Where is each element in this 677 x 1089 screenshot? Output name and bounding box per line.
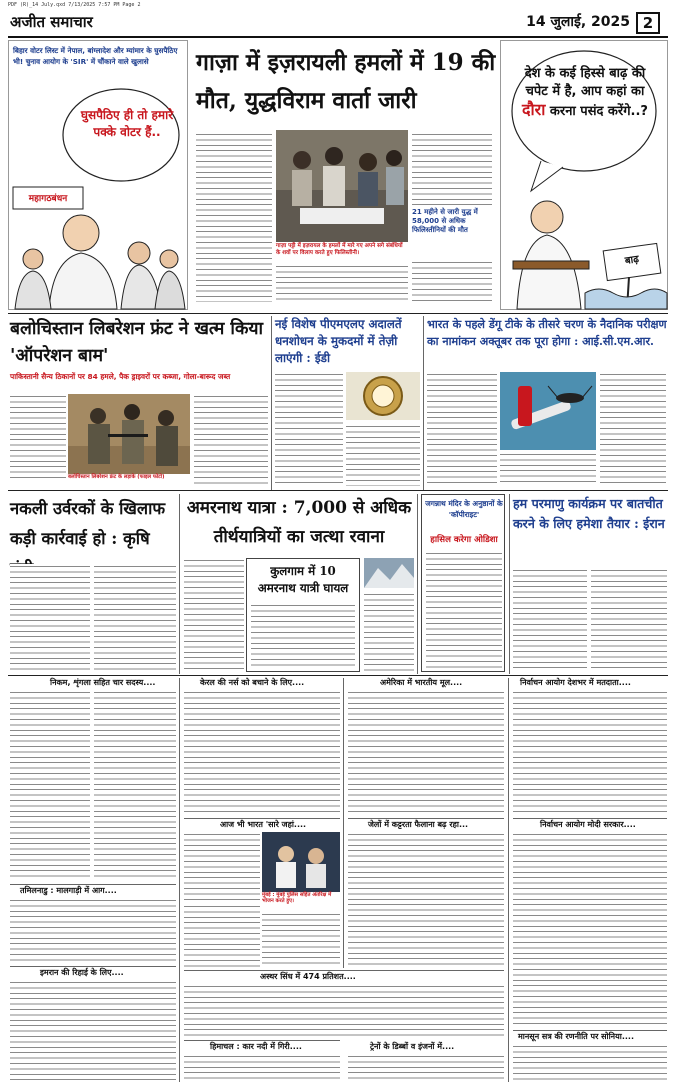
continuation-title: अमेरिका में भारतीय मूल.... <box>380 678 463 687</box>
continuation-title: निर्वाचन आयोग मोदी सरकार.... <box>540 820 636 829</box>
baloch-photo-caption: बलोचिस्तान लिबरेशन फ्रंट के लड़ाके (फाइल फोटो) <box>68 474 165 480</box>
lead-body-col-3 <box>412 132 492 206</box>
odisha-kicker: जगन्नाथ मंदिर के अनुष्ठानों के 'कॉपीराइट' <box>425 499 503 519</box>
iran-body-col-1 <box>513 568 587 672</box>
amarnath-body-col-2 <box>364 592 414 672</box>
courts-headline: नई विशेष पीएमएलए अदालतें धनशोधन के मुकदमों में तेज़ी लाएंगी : ईडी <box>275 317 402 365</box>
amarnath-headline: अमरनाथ यात्रा : 7,000 से अधिक तीर्थयात्रियों का जत्था रवाना <box>186 498 412 547</box>
col-divider-2 <box>423 316 424 490</box>
continuation-title: जेलों में कट्टरता फैलाना बढ़ रहा... <box>368 820 469 829</box>
cartoon-right-bubble: देश के कई हिस्से बाढ़ की चपेट में है, आप कहां का दौरा करना पसंद करेंगे..? <box>522 66 648 119</box>
continuation-body <box>94 690 176 880</box>
lead-headline: गाज़ा में इज़रायली हमलों में 19 की मौत, युद्धविराम वार्ता जारी <box>196 49 496 114</box>
continuation-body <box>262 912 340 968</box>
continuation-body <box>513 832 667 1028</box>
continuation-body <box>184 1054 340 1082</box>
col-divider-4 <box>417 494 418 674</box>
cartoon-left <box>8 40 188 310</box>
continuation-title: मानसून सत्र की रणनीति पर सोनिया.... <box>518 1032 634 1041</box>
amarnath-body-col-1 <box>184 558 244 672</box>
odisha-box <box>421 494 505 672</box>
continuation-title: अस्थर सिंध में 474 प्रतिशत.... <box>260 972 356 981</box>
fertilizer-body-col-1 <box>10 564 90 672</box>
iran-headline: हम परमाणु कार्यक्रम पर बातचीत करने के लिए हमेशा तैयार : ईरान <box>513 496 665 531</box>
continuation-title: निकम, शृंगला सहित चार सदस्य.... <box>50 678 156 687</box>
amarnath-box <box>246 558 360 672</box>
col-divider-3 <box>179 494 180 674</box>
lead-body-col-4 <box>412 260 492 302</box>
cartoon-right-sign: बाढ़ <box>624 254 640 267</box>
courts-body-col-2 <box>346 424 420 486</box>
continuation-body <box>348 1054 504 1082</box>
courts-body-col-1 <box>275 372 343 486</box>
col-divider-1 <box>271 316 272 490</box>
baloch-body-col-1 <box>10 394 66 480</box>
continuation-body <box>10 898 176 962</box>
dengue-body-col-3 <box>600 372 666 486</box>
bottom-photo-caption: मुंबई : मुंबई पुलिस सहित अंतरिक्ष में भोजन करते हुए। <box>262 892 332 904</box>
lead-photo <box>276 130 408 242</box>
continuation-body <box>184 984 504 1038</box>
continuation-body <box>348 690 504 816</box>
continuation-body <box>184 832 260 902</box>
continuation-body <box>10 980 176 1080</box>
baloch-subheadline: पाकिस्तानी सैन्य ठिकानों पर 84 हमले, पैक ड्राइवरों पर कब्जा, गोला-बारूद जब्त <box>10 372 231 381</box>
amarnath-box-headline: कुलगाम में 10 अमरनाथ यात्री घायल <box>257 564 349 595</box>
baloch-body-col-2 <box>194 394 268 486</box>
section-rule <box>184 1040 340 1041</box>
print-slug: PDF (R)_14 July.qxd 7/13/2025 7:57 PM Page 2 <box>8 2 141 8</box>
section-rule <box>513 818 667 819</box>
lead-photo-caption: गाज़ा पट्टी में इज़रायल के हमलों में मारे गए अपने सगे संबंधियों के शवों पर विलाप करते हुए फिलिस्तीनी। <box>276 243 403 256</box>
odisha-headline: हासिल करेगा ओडिशा <box>430 535 498 545</box>
odisha-body <box>426 551 502 669</box>
col-divider-5 <box>509 494 510 674</box>
lead-body-col-2 <box>276 264 408 302</box>
continuation-title: हिमाचल : कार नदी में गिरी.... <box>210 1042 302 1051</box>
lead-highlight: 21 महीने से जारी युद्ध में 58,000 से अधिक फिलिस्तीनियों की मौत <box>412 208 478 234</box>
section-rule <box>513 1030 667 1031</box>
dengue-body-col-1 <box>427 372 497 486</box>
section-rule <box>348 818 504 819</box>
continuation-body <box>513 690 667 816</box>
rule-2 <box>8 490 668 491</box>
section-rule <box>184 970 504 971</box>
fertilizer-headline: नकली उर्वरकों के खिलाफ कड़ी कार्रवाई हो : कृषि <box>10 499 166 548</box>
paper-name: अजीत समाचार <box>10 13 93 31</box>
dengue-body-col-2 <box>500 452 596 486</box>
masthead-rule <box>8 36 668 38</box>
continuation-body <box>348 832 504 968</box>
cartoon-right <box>500 40 668 310</box>
continuation-title: ट्रेनों के डिब्बों व इंजनों में.... <box>370 1042 455 1051</box>
col-divider-6 <box>179 678 180 1082</box>
continuation-title: तमिलनाडु : मालगाड़ी में आग.... <box>20 886 117 895</box>
continuation-body <box>10 690 90 880</box>
continuation-title: निर्वाचन आयोग देशभर में मतदाता.... <box>520 678 631 687</box>
amarnath-box-body <box>251 603 355 667</box>
ed-logo <box>346 372 420 420</box>
baloch-photo <box>68 394 190 474</box>
continuation-body <box>184 904 260 968</box>
continuation-title: आज भी भारत 'सारे जहां.... <box>220 820 307 829</box>
continuation-title: केरल की नर्स को बचाने के लिए.... <box>200 678 305 687</box>
amarnath-photo <box>364 558 414 588</box>
issue-date: 14 जुलाई, 2025 <box>526 14 630 30</box>
continuation-body <box>513 1044 667 1082</box>
col-divider-7 <box>343 678 344 968</box>
cartoon-left-sign: महागठबंधन <box>28 194 68 204</box>
fertilizer-body-col-2 <box>94 564 176 672</box>
lead-body-col-1 <box>196 132 272 302</box>
page-number: 2 <box>636 12 660 34</box>
continuation-title: इमरान की रिहाई के लिए.... <box>40 968 124 977</box>
cartoon-left-bubble: घुसपैठिए ही तो हमारे पक्के वोटर हैं.. <box>80 108 174 139</box>
baloch-headline: बलोचिस्तान लिबरेशन फ्रंट ने खत्म किया 'ऑपरेशन बाम' <box>10 319 264 366</box>
bottom-photo <box>262 832 340 892</box>
dengue-headline: भारत के पहले डेंगू टीके के तीसरे चरण के नैदानिक परीक्षण का नामांकन अक्तूबर तक पूरा होगा : आई.सी.एम.आर. <box>427 317 667 348</box>
continuation-body <box>184 690 340 816</box>
cartoon-left-heading: बिहार वोटर लिस्ट में नेपाल, बांग्लादेश और म्यांमार के घुसपैठिए भी! चुनाव आयोग के 'SIR' में चौंकाने वाले खुलासे <box>13 46 178 66</box>
iran-body-col-2 <box>591 568 667 672</box>
section-rule <box>184 818 340 819</box>
cartoon-right-highlight-word: दौरा <box>522 100 546 119</box>
section-rule <box>10 966 176 967</box>
rule-3 <box>8 675 668 676</box>
dengue-photo <box>500 372 596 450</box>
rule-1 <box>8 313 668 314</box>
col-divider-8 <box>508 678 509 1082</box>
section-rule <box>10 884 176 885</box>
